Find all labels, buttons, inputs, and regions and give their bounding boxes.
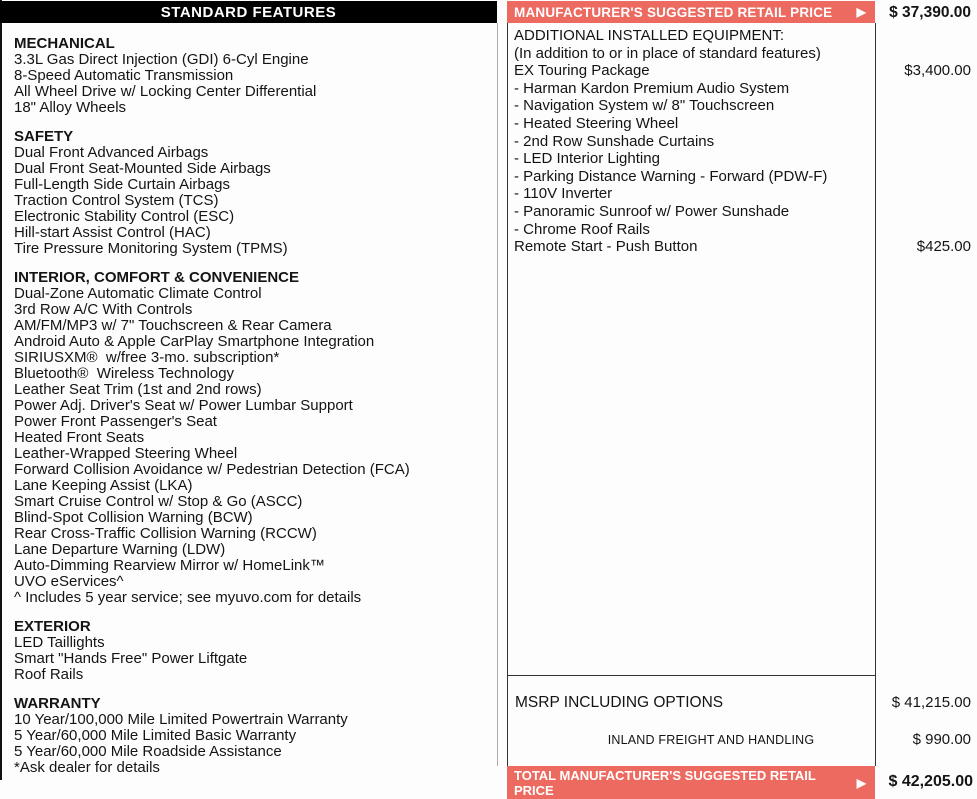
total-msrp-bar — [507, 766, 875, 799]
feature-section — [14, 269, 496, 606]
feature-item: ^ Includes 5 year service; see myuvo.com for details — [14, 589, 362, 606]
standard-features-header-bar — [0, 1, 497, 23]
equipment-item: - Chrome Roof Rails — [514, 220, 650, 238]
equipment-item: - Parking Distance Warning - Forward (PDW-F) — [514, 167, 828, 185]
feature-item: Hill-start Assist Control (HAC) — [14, 224, 211, 241]
feature-item: Full-Length Side Curtain Airbags — [14, 176, 230, 193]
feature-item: Power Front Passenger's Seat — [14, 413, 217, 430]
feature-section — [14, 128, 496, 257]
feature-item: 3rd Row A/C With Controls — [14, 301, 193, 318]
feature-item: 10 Year/100,000 Mile Limited Powertrain Warranty — [14, 711, 348, 728]
feature-item: SIRIUSXM® w/free 3-mo. subscription* — [14, 349, 280, 366]
total-msrp-price: $ 42,205.00 — [888, 773, 973, 790]
feature-item: Forward Collision Avoidance w/ Pedestrian Detection (FCA) — [14, 461, 410, 478]
feature-item: Rear Cross-Traffic Collision Warning (RCCW) — [14, 525, 317, 542]
equipment-item: - 110V Inverter — [514, 185, 613, 203]
equipment-item: Remote Start - Push Button — [514, 238, 698, 256]
equipment-box — [508, 27, 870, 256]
package-price: $3,400.00 — [904, 62, 971, 79]
feature-item: Dual-Zone Automatic Climate Control — [14, 285, 262, 302]
remote-start-price: $425.00 — [916, 238, 971, 255]
feature-item: *Ask dealer for details — [14, 759, 160, 776]
feature-item: Heated Front Seats — [14, 429, 145, 446]
feature-item: Bluetooth® Wireless Technology — [14, 365, 235, 382]
feature-item: Electronic Stability Control (ESC) — [14, 208, 235, 225]
section-title: EXTERIOR — [14, 618, 91, 635]
price-column-divider — [875, 23, 876, 766]
msrp-header-label: MANUFACTURER'S SUGGESTED RETAIL PRICE — [514, 4, 833, 20]
equipment-item: - Navigation System w/ 8" Touchscreen — [514, 97, 775, 115]
msrp-including-options-label: MSRP INCLUDING OPTIONS — [515, 694, 724, 711]
feature-item: Smart "Hands Free" Power Liftgate — [14, 650, 248, 667]
equipment-item: - Heated Steering Wheel — [514, 114, 679, 132]
section-title: MECHANICAL — [14, 35, 115, 52]
equipment-title: ADDITIONAL INSTALLED EQUIPMENT: — [514, 27, 785, 44]
feature-item: Traction Control System (TCS) — [14, 192, 219, 209]
feature-item: AM/FM/MP3 w/ 7" Touchscreen & Rear Camera — [14, 317, 332, 334]
feature-item: 8-Speed Automatic Transmission — [14, 67, 234, 84]
feature-item: 18" Alloy Wheels — [14, 99, 127, 116]
equipment-item: EX Touring Package — [514, 62, 650, 80]
feature-item: 5 Year/60,000 Mile Limited Basic Warranty — [14, 727, 297, 744]
feature-item: 5 Year/60,000 Mile Roadside Assistance — [14, 743, 282, 760]
section-title: WARRANTY — [14, 695, 101, 712]
feature-item: Roof Rails — [14, 666, 84, 683]
feature-item: All Wheel Drive w/ Locking Center Differential — [14, 83, 317, 100]
feature-item: Power Adj. Driver's Seat w/ Power Lumbar Support — [14, 397, 353, 414]
msrp-header-bar — [507, 1, 875, 23]
equipment-item: - LED Interior Lighting — [514, 150, 660, 168]
msrp-including-options-price: $ 41,215.00 — [891, 694, 971, 711]
equipment-lines — [514, 62, 870, 256]
equipment-item: - Panoramic Sunroof w/ Power Sunshade — [514, 202, 790, 220]
pricing-panel — [507, 1, 977, 799]
feature-item: Smart Cruise Control w/ Stop & Go (ASCC) — [14, 493, 303, 510]
feature-item: LED Taillights — [14, 634, 105, 651]
totals-separator — [507, 675, 876, 676]
left-column-right-border — [497, 23, 498, 766]
feature-item: Tire Pressure Monitoring System (TPMS) — [14, 240, 288, 257]
base-msrp-price: $ 37,390.00 — [889, 4, 971, 21]
arrow-right-icon: ▶ — [856, 776, 866, 790]
section-title: INTERIOR, COMFORT & CONVENIENCE — [14, 269, 300, 286]
feature-item: UVO eServices^ — [14, 573, 124, 590]
feature-item: Lane Departure Warning (LDW) — [14, 541, 226, 558]
feature-section — [14, 618, 496, 683]
feature-item: Auto-Dimming Rearview Mirror w/ HomeLink™ — [14, 557, 325, 574]
feature-item: Leather Seat Trim (1st and 2nd rows) — [14, 381, 262, 398]
section-title: SAFETY — [14, 128, 74, 145]
arrow-right-icon: ▶ — [856, 5, 866, 19]
feature-item: 3.3L Gas Direct Injection (GDI) 6-Cyl Engine — [14, 51, 309, 68]
feature-section — [14, 695, 496, 776]
freight-price: $ 990.00 — [912, 731, 971, 748]
feature-item: Blind-Spot Collision Warning (BCW) — [14, 509, 253, 526]
equipment-subtitle: (In addition to or in place of standard features) — [514, 44, 821, 62]
feature-item: Lane Keeping Assist (LKA) — [14, 477, 193, 494]
feature-section — [14, 35, 496, 116]
standard-features-body — [2, 23, 496, 799]
feature-item: Dual Front Seat-Mounted Side Airbags — [14, 160, 271, 177]
feature-item: Dual Front Advanced Airbags — [14, 144, 209, 161]
feature-item: Leather-Wrapped Steering Wheel — [14, 445, 238, 462]
equipment-item: - Harman Kardon Premium Audio System — [514, 79, 790, 97]
equipment-item: - 2nd Row Sunshade Curtains — [514, 132, 715, 150]
standard-features-title: STANDARD FEATURES — [160, 3, 337, 21]
freight-label: INLAND FREIGHT AND HANDLING — [607, 733, 815, 747]
total-msrp-label: TOTAL MANUFACTURER'S SUGGESTED RETAIL PRICE — [514, 768, 816, 798]
feature-item: Android Auto & Apple CarPlay Smartphone Integration — [14, 333, 375, 350]
